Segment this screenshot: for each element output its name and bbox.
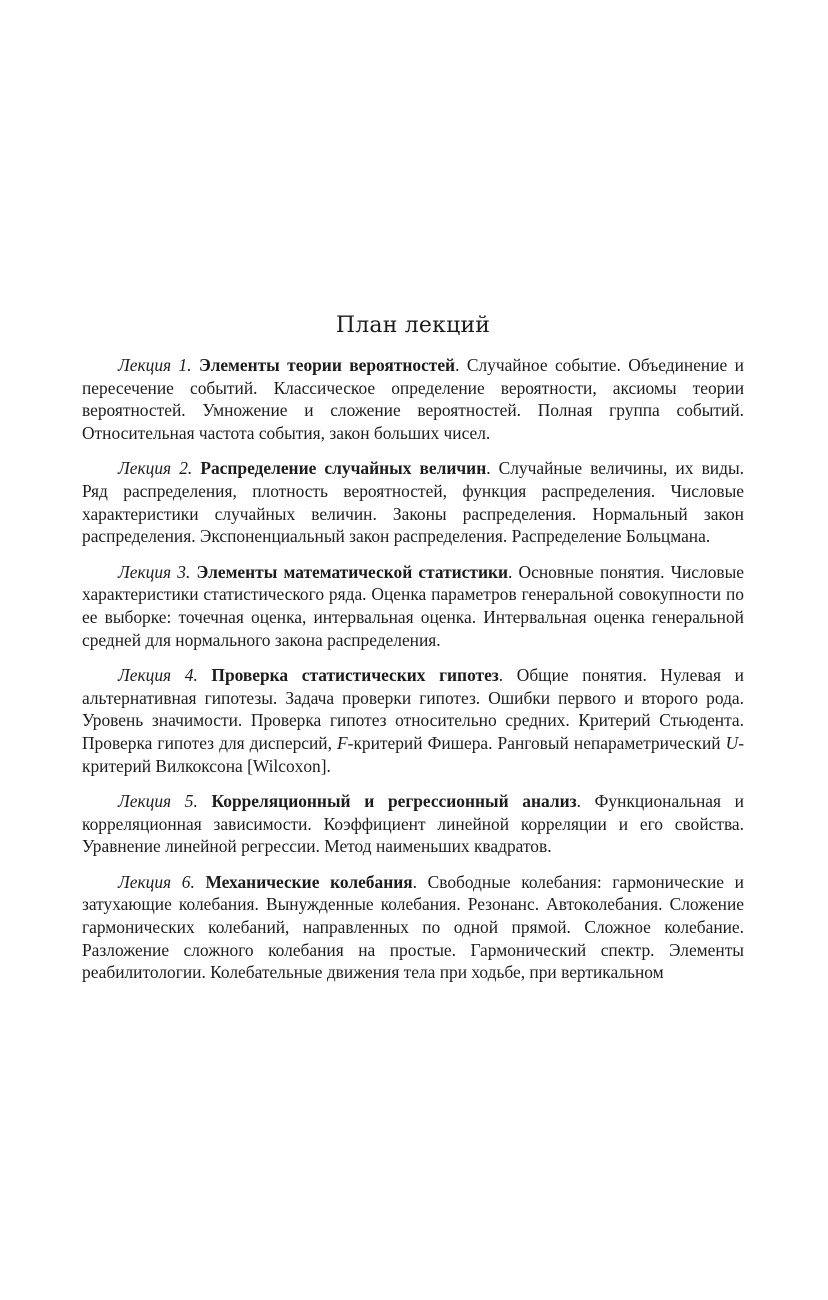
lecture-2: Лекция 2. Распределение случайных величин. Случайные величины, их виды. Ряд распределения, плотность вероятностей, функция распределения. Числовые характеристики случайных величин. Законы распределения. Нормальный закон распределения. Экспоненциальный закон распределения. Распределение Больцмана. <box>82 458 744 547</box>
lecture-1: Лекция 1. Элементы теории вероятностей. Случайное событие. Объединение и пересечение событий. Классическое определение вероятности, аксиомы теории вероятностей. Умножение и сложение вероятностей. Полная группа событий. Относительная частота события, закон больших чисел. <box>82 355 744 443</box>
lecture-5-label: Лекция 5 <box>118 791 194 812</box>
page-title: План лекций <box>335 313 491 338</box>
lecture-1-body: . Случайное событие. Объединение и пересечение событий. Классическое определение вероятности, аксиомы теории вероятностей. Умножение и сложение вероятностей. Полная группа событий. Относительная частота события, закон больших чисел. <box>82 355 744 443</box>
lecture-6-body: . Свободные колебания: гармонические и затухающие колебания. Вынужденные колебания. Резонанс. Автоколебания. Сложение гармонических колебаний, направленных по одной прямой. Сложное колебание. Разложение сложного колебания на простые. Гармонический спектр. Элементы реабилитологии. Колебательные движения тела при ходьбе, при вертикальном <box>82 871 744 983</box>
lecture-4-body-c: -критерий Вилкоксона [Wilcoxon]. <box>82 732 745 776</box>
lecture-6-label: Лекция 6 <box>118 871 191 892</box>
lecture-3: Лекция 3. Элементы математической статистики. Основные понятия. Числовые характеристики статистического ряда. Оценка параметров генеральной совокупности по ее выборке: точечная оценка, интервальная оценка. Интервальная оценка генеральной средней для нормального закона распределения. <box>82 561 745 650</box>
lecture-2-label: Лекция 2 <box>118 458 188 479</box>
lecture-6-topic: Механические колебания <box>205 871 413 892</box>
lecture-6: Лекция 6. Механические колебания. Свободные колебания: гармонические и затухающие колебания. Вынужденные колебания. Резонанс. Автоколебания. Сложение гармонических колебаний, направленных по одной прямой. Сложное колебание. Разложение сложного колебания на простые. Гармонический спектр. Элементы реабилитологии. Колебательные движения тела при ходьбе, при вертикальном <box>82 871 744 983</box>
lecture-5-body: . Функциональная и корреляционная зависимости. Коэффициент линейной корреляции и его свойства. Уравнение линейной регрессии. Метод наименьших квадратов. <box>82 791 744 857</box>
lecture-4-label: Лекция 4 <box>118 665 194 686</box>
lecture-1-topic: Элементы теории вероятностей <box>199 355 456 375</box>
lecture-2-body: . Случайные величины, их виды. Ряд распределения, плотность вероятностей, функция распределения. Числовые характеристики случайных величин. Законы распределения. Нормальный закон распределения. Экспоненциальный закон распределения. Распределение Больцмана. <box>82 458 744 547</box>
lecture-4-body-b: -критерий Фишера. Ранговый непараметрический <box>347 732 726 753</box>
lecture-2-topic: Распределение случайных величин <box>200 458 487 479</box>
lecture-3-label: Лекция 3 <box>118 561 186 582</box>
lecture-4-body-a: . Общие понятия. Нулевая и альтернативная гипотезы. Задача проверки гипотез. Ошибки первого и второго рода. Уровень значимости. Проверка гипотез относительно средних. Критерий Стьюдента. Проверка гипотез для дисперсий, <box>82 665 744 753</box>
lecture-3-topic: Элементы математической статистики <box>196 561 509 582</box>
lecture-5-topic: Корреляционный и регрессионный анализ <box>211 791 577 812</box>
lecture-4: Лекция 4. Проверка статистических гипотез. Общие понятия. Нулевая и альтернативная гипотезы. Задача проверки гипотез. Ошибки первого и второго рода. Уровень значимости. Проверка гипотез относительно средних. Критерий Стьюдента. Проверка гипотез для дисперсий, F-критерий Фишера. Ранговый непараметрический U-критерий Вилкоксона [Wilcoxon]. <box>82 665 745 776</box>
document-page <box>82 312 744 997</box>
f-variable: F <box>337 732 348 753</box>
lecture-1-label: Лекция 1 <box>118 355 188 375</box>
lecture-5: Лекция 5. Корреляционный и регрессионный анализ. Функциональная и корреляционная зависимости. Коэффициент линейной корреляции и его свойства. Уравнение линейной регрессии. Метод наименьших квадратов. <box>82 791 744 857</box>
lecture-4-topic: Проверка статистических гипотез <box>211 665 499 686</box>
u-variable: U <box>725 732 739 753</box>
lecture-3-body: . Основные понятия. Числовые характеристики статистического ряда. Оценка параметров генеральной совокупности по ее выборке: точечная оценка, интервальная оценка. Интервальная оценка генеральной средней для нормального закона распределения. <box>82 561 745 650</box>
